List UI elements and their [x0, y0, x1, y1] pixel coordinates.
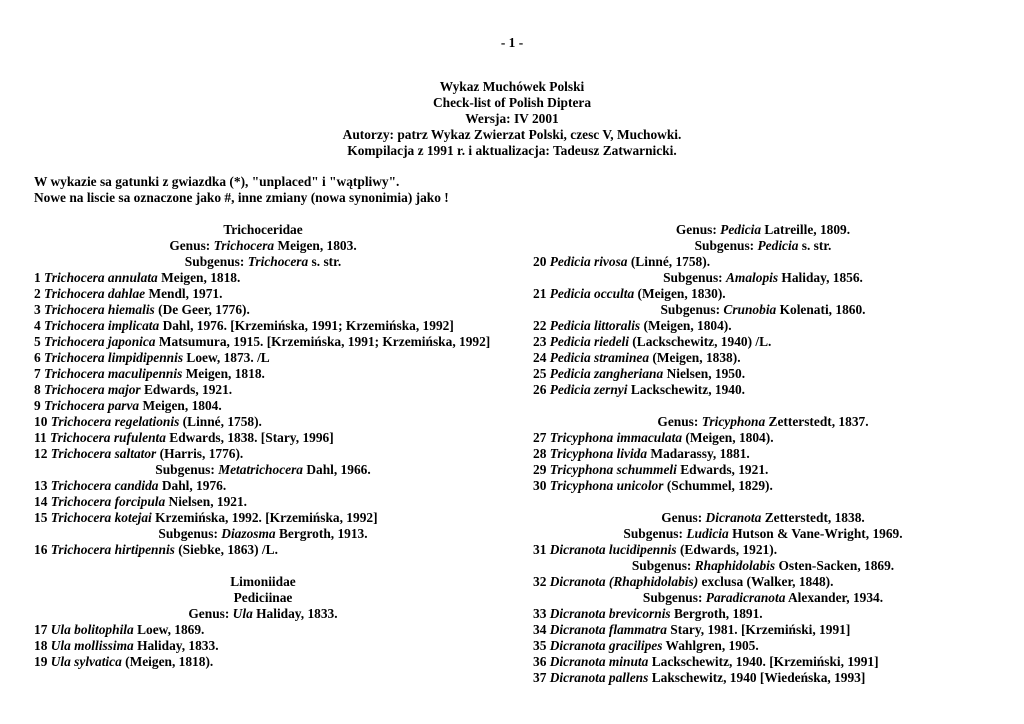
- entry-text: (De Geer, 1776).: [154, 302, 250, 317]
- entry-text: 9: [34, 398, 45, 413]
- species-entry: [533, 670, 993, 686]
- entry-text: 8: [34, 382, 45, 397]
- species-entry: [533, 638, 993, 654]
- entry-text: Dahl, 1976.: [158, 478, 227, 493]
- taxon-heading: [533, 222, 993, 238]
- entry-text: 3: [34, 302, 45, 317]
- entry-text: 1: [34, 270, 45, 285]
- entry-text: exclusa (Walker, 1848).: [698, 574, 834, 589]
- taxon-heading: [533, 414, 993, 430]
- entry-text: 15: [34, 510, 51, 525]
- species-list-left-column: [34, 222, 492, 670]
- entry-text: Edwards, 1838. [Stary, 1996]: [165, 430, 334, 445]
- intro-line: Nowe na liscie sa oznaczone jako #, inne zmiany (nowa synonimia) jako !: [34, 190, 449, 205]
- taxon-heading: [34, 462, 492, 478]
- species-entry: [533, 350, 993, 366]
- entry-text: Lackschewitz, 1940.: [627, 382, 746, 397]
- taxon-name: Pedicia riedeli: [549, 334, 629, 349]
- spacer: [34, 558, 492, 574]
- entry-text: 31: [533, 542, 550, 557]
- entry-text: Lakschewitz, 1940 [Wiedeńska, 1993]: [648, 670, 866, 685]
- taxon-name: Trichocera candida: [50, 478, 159, 493]
- entry-text: Haliday, 1833.: [133, 638, 219, 653]
- species-entry: [533, 334, 993, 350]
- entry-text: 10: [34, 414, 51, 429]
- taxon-name: Rhaphidolabis: [694, 558, 776, 573]
- entry-text: (Linné, 1758).: [179, 414, 262, 429]
- entry-text: Genus:: [657, 414, 702, 429]
- entry-text: Subgenus:: [663, 270, 726, 285]
- species-entry: [34, 350, 492, 366]
- entry-text: Alexander, 1934.: [785, 590, 884, 605]
- species-entry: [533, 574, 993, 590]
- taxon-name: Tricyphona: [701, 414, 766, 429]
- taxon-heading: [533, 270, 993, 286]
- taxon-name: Tricyphona schummeli: [549, 462, 677, 477]
- entry-text: 37: [533, 670, 550, 685]
- entry-text: Pediciinae: [233, 590, 293, 605]
- taxon-name: Dicranota minuta: [549, 654, 649, 669]
- entry-text: Subgenus:: [184, 254, 248, 269]
- taxon-heading: [533, 510, 993, 526]
- species-entry: [533, 478, 993, 494]
- species-entry: [34, 270, 492, 286]
- entry-text: Trichoceridae: [223, 222, 303, 237]
- entry-text: Lackschewitz, 1940. [Krzemiński, 1991]: [648, 654, 879, 669]
- entry-text: Stary, 1981. [Krzemiński, 1991]: [666, 622, 851, 637]
- taxon-name: Pedicia littoralis: [549, 318, 641, 333]
- entry-text: 29: [533, 462, 550, 477]
- taxon-name: Trichocera hirtipennis: [50, 542, 175, 557]
- taxon-name: Dicranota lucidipennis: [549, 542, 677, 557]
- spacer: [533, 494, 993, 510]
- entry-text: Hutson & Vane-Wright, 1969.: [728, 526, 903, 541]
- taxon-heading: [34, 590, 492, 606]
- species-entry: [533, 366, 993, 382]
- taxon-heading: [533, 302, 993, 318]
- species-entry: [533, 462, 993, 478]
- entry-text: Loew, 1869.: [133, 622, 205, 637]
- entry-text: Nielsen, 1921.: [165, 494, 248, 509]
- species-list-right-column: [533, 222, 993, 686]
- entry-text: 4: [34, 318, 45, 333]
- entry-text: 28: [533, 446, 550, 461]
- entry-text: 27: [533, 430, 550, 445]
- entry-text: 33: [533, 606, 550, 621]
- entry-text: Mendl, 1971.: [145, 286, 223, 301]
- species-entry: [34, 542, 492, 558]
- taxon-name: Metatrichocera: [218, 462, 303, 477]
- header-compilation: Kompilacja z 1991 r. i aktualizacja: Tadeusz Zatwarnicki.: [347, 143, 677, 158]
- entry-text: Matsumura, 1915. [Krzemińska, 1991; Krzemińska, 1992]: [155, 334, 491, 349]
- entry-text: (Edwards, 1921).: [676, 542, 778, 557]
- entry-text: 14: [34, 494, 51, 509]
- species-entry: [34, 446, 492, 462]
- taxon-heading: [34, 574, 492, 590]
- species-entry: [34, 302, 492, 318]
- spacer: [533, 398, 993, 414]
- entry-text: 23: [533, 334, 550, 349]
- entry-text: 16: [34, 542, 51, 557]
- species-entry: [34, 318, 492, 334]
- taxon-name: Ula: [232, 606, 253, 621]
- taxon-name: Ula mollissima: [50, 638, 134, 653]
- taxon-name: Trichocera implicata: [44, 318, 160, 333]
- taxon-heading: [533, 238, 993, 254]
- taxon-heading: [533, 558, 993, 574]
- entry-text: Meigen, 1818.: [157, 270, 241, 285]
- entry-text: 30: [533, 478, 550, 493]
- intro-line: W wykazie sa gatunki z gwiazdka (*), "unplaced" i "wątpliwy".: [34, 174, 400, 189]
- taxon-name: Dicranota brevicornis: [549, 606, 671, 621]
- taxon-name: Tricyphona livida: [549, 446, 648, 461]
- entry-text: 35: [533, 638, 550, 653]
- entry-text: 13: [34, 478, 51, 493]
- entry-text: Genus:: [188, 606, 233, 621]
- taxon-name: Amalopis: [725, 270, 779, 285]
- entry-text: Latreille, 1809.: [761, 222, 851, 237]
- taxon-name: Trichocera maculipennis: [44, 366, 183, 381]
- header-version: Wersja: IV 2001: [465, 111, 559, 126]
- entry-text: Edwards, 1921.: [676, 462, 769, 477]
- taxon-name: Pedicia rivosa: [549, 254, 628, 269]
- entry-text: Meigen, 1818.: [182, 366, 265, 381]
- entry-text: 11: [34, 430, 50, 445]
- entry-text: (Meigen, 1838).: [649, 350, 741, 365]
- taxon-name: Diazosma: [221, 526, 276, 541]
- header-authors: Autorzy: patrz Wykaz Zwierzat Polski, czesc V, Muchowki.: [342, 127, 682, 142]
- species-entry: [533, 654, 993, 670]
- species-entry: [34, 654, 492, 670]
- entry-text: 18: [34, 638, 51, 653]
- taxon-name: Pedicia straminea: [549, 350, 650, 365]
- entry-text: 24: [533, 350, 550, 365]
- entry-text: Bergroth, 1891.: [670, 606, 763, 621]
- species-entry: [533, 286, 993, 302]
- species-entry: [34, 398, 492, 414]
- species-entry: [34, 430, 492, 446]
- entry-text: (Siebke, 1863) /L.: [174, 542, 278, 557]
- species-entry: [34, 494, 492, 510]
- taxon-name: Tricyphona immaculata: [549, 430, 683, 445]
- entry-text: (Meigen, 1804).: [640, 318, 732, 333]
- taxon-name: Pedicia zangheriana: [549, 366, 664, 381]
- taxon-name: Trichocera hiemalis: [44, 302, 155, 317]
- entry-text: 7: [34, 366, 45, 381]
- taxon-name: Dicranota (Rhaphidolabis): [549, 574, 699, 589]
- header-title-en: Check-list of Polish Diptera: [432, 95, 592, 110]
- species-entry: [533, 542, 993, 558]
- species-entry: [533, 382, 993, 398]
- taxon-name: Trichocera limpidipennis: [44, 350, 184, 365]
- taxon-name: Trichocera saltator: [50, 446, 157, 461]
- taxon-name: Dicranota pallens: [549, 670, 649, 685]
- taxon-name: Paradicranota: [705, 590, 786, 605]
- taxon-name: Ula sylvatica: [50, 654, 122, 669]
- taxon-name: Trichocera forcipula: [50, 494, 166, 509]
- entry-text: Kolenati, 1860.: [776, 302, 866, 317]
- entry-text: Krzemińska, 1992. [Krzemińska, 1992]: [151, 510, 378, 525]
- entry-text: (Harris, 1776).: [156, 446, 244, 461]
- entry-text: Subgenus:: [623, 526, 687, 541]
- entry-text: 2: [34, 286, 45, 301]
- entry-text: Subgenus:: [631, 558, 695, 573]
- entry-text: Haliday, 1856.: [778, 270, 863, 285]
- entry-text: Subgenus:: [155, 462, 219, 477]
- taxon-heading: [34, 254, 492, 270]
- entry-text: Dahl, 1966.: [302, 462, 371, 477]
- entry-text: (Meigen, 1818).: [121, 654, 214, 669]
- entry-text: Limoniidae: [230, 574, 296, 589]
- page-number: - 1 -: [500, 35, 524, 50]
- entry-text: Madarassy, 1881.: [647, 446, 750, 461]
- entry-text: Subgenus:: [158, 526, 222, 541]
- taxon-name: Trichocera rufulenta: [50, 430, 166, 445]
- species-entry: [34, 638, 492, 654]
- species-entry: [34, 510, 492, 526]
- species-entry: [533, 430, 993, 446]
- entry-text: Meigen, 1804.: [139, 398, 222, 413]
- entry-text: (Meigen, 1830).: [634, 286, 726, 301]
- entry-text: Genus:: [169, 238, 214, 253]
- entry-text: Subgenus:: [642, 590, 706, 605]
- taxon-name: Dicranota: [705, 510, 762, 525]
- taxon-name: Trichocera japonica: [44, 334, 156, 349]
- entry-text: Osten-Sacken, 1869.: [775, 558, 895, 573]
- entry-text: Nielsen, 1950.: [663, 366, 746, 381]
- entry-text: 17: [34, 622, 51, 637]
- entry-text: s. str.: [798, 238, 832, 253]
- entry-text: 12: [34, 446, 51, 461]
- taxon-heading: [34, 238, 492, 254]
- taxon-name: Dicranota gracilipes: [549, 638, 663, 653]
- entry-text: 25: [533, 366, 550, 381]
- header-title-pl: Wykaz Muchówek Polski: [439, 79, 585, 94]
- entry-text: Meigen, 1803.: [274, 238, 357, 253]
- taxon-name: Ula bolitophila: [50, 622, 134, 637]
- entry-text: Genus:: [675, 222, 721, 237]
- entry-text: s. str.: [308, 254, 342, 269]
- entry-text: Subgenus:: [694, 238, 758, 253]
- species-entry: [533, 254, 993, 270]
- taxon-name: Trichocera: [213, 238, 275, 253]
- species-entry: [533, 606, 993, 622]
- taxon-name: Trichocera: [247, 254, 309, 269]
- entry-text: 32: [533, 574, 550, 589]
- taxon-name: Pedicia: [757, 238, 799, 253]
- taxon-heading: [34, 222, 492, 238]
- species-entry: [34, 382, 492, 398]
- taxon-heading: [34, 606, 492, 622]
- taxon-name: Dicranota flammatra: [549, 622, 667, 637]
- entry-text: 5: [34, 334, 45, 349]
- taxon-name: Pedicia occulta: [549, 286, 635, 301]
- taxon-name: Trichocera dahlae: [44, 286, 146, 301]
- entry-text: (Meigen, 1804).: [682, 430, 774, 445]
- entry-text: 22: [533, 318, 550, 333]
- taxon-name: Pedicia: [720, 222, 762, 237]
- species-entry: [34, 414, 492, 430]
- entry-text: Haliday, 1833.: [252, 606, 338, 621]
- entry-text: (Lackschewitz, 1940) /L.: [628, 334, 772, 349]
- taxon-heading: [533, 526, 993, 542]
- entry-text: Bergroth, 1913.: [275, 526, 368, 541]
- entry-text: 6: [34, 350, 45, 365]
- entry-text: 36: [533, 654, 550, 669]
- species-entry: [533, 318, 993, 334]
- entry-text: 34: [533, 622, 550, 637]
- entry-text: Zetterstedt, 1838.: [761, 510, 865, 525]
- taxon-name: Trichocera major: [44, 382, 141, 397]
- entry-text: Wahlgren, 1905.: [662, 638, 759, 653]
- species-entry: [34, 366, 492, 382]
- entry-text: Edwards, 1921.: [140, 382, 233, 397]
- species-entry: [34, 286, 492, 302]
- species-entry: [34, 478, 492, 494]
- taxon-name: Trichocera parva: [44, 398, 140, 413]
- taxon-name: Trichocera annulata: [44, 270, 158, 285]
- entry-text: 19: [34, 654, 51, 669]
- entry-text: Dahl, 1976. [Krzemińska, 1991; Krzemińska, 1992]: [159, 318, 454, 333]
- taxon-heading: [533, 590, 993, 606]
- species-entry: [34, 334, 492, 350]
- document-header: [0, 79, 1024, 159]
- entry-text: (Linné, 1758).: [627, 254, 711, 269]
- taxon-name: Crunobia: [723, 302, 777, 317]
- taxon-heading: [34, 526, 492, 542]
- entry-text: Loew, 1873. /L: [183, 350, 270, 365]
- entry-text: Genus:: [661, 510, 706, 525]
- entry-text: 20: [533, 254, 550, 269]
- taxon-name: Trichocera kotejai: [50, 510, 152, 525]
- species-entry: [533, 622, 993, 638]
- taxon-name: Ludicia: [686, 526, 729, 541]
- taxon-name: Tricyphona unicolor: [549, 478, 664, 493]
- entry-text: 21: [533, 286, 550, 301]
- entry-text: 26: [533, 382, 550, 397]
- taxon-name: Trichocera regelationis: [50, 414, 180, 429]
- entry-text: (Schummel, 1829).: [663, 478, 773, 493]
- intro-notes: [34, 174, 994, 206]
- entry-text: Subgenus:: [660, 302, 724, 317]
- taxon-name: Pedicia zernyi: [549, 382, 628, 397]
- entry-text: Zetterstedt, 1837.: [765, 414, 869, 429]
- species-entry: [34, 622, 492, 638]
- species-entry: [533, 446, 993, 462]
